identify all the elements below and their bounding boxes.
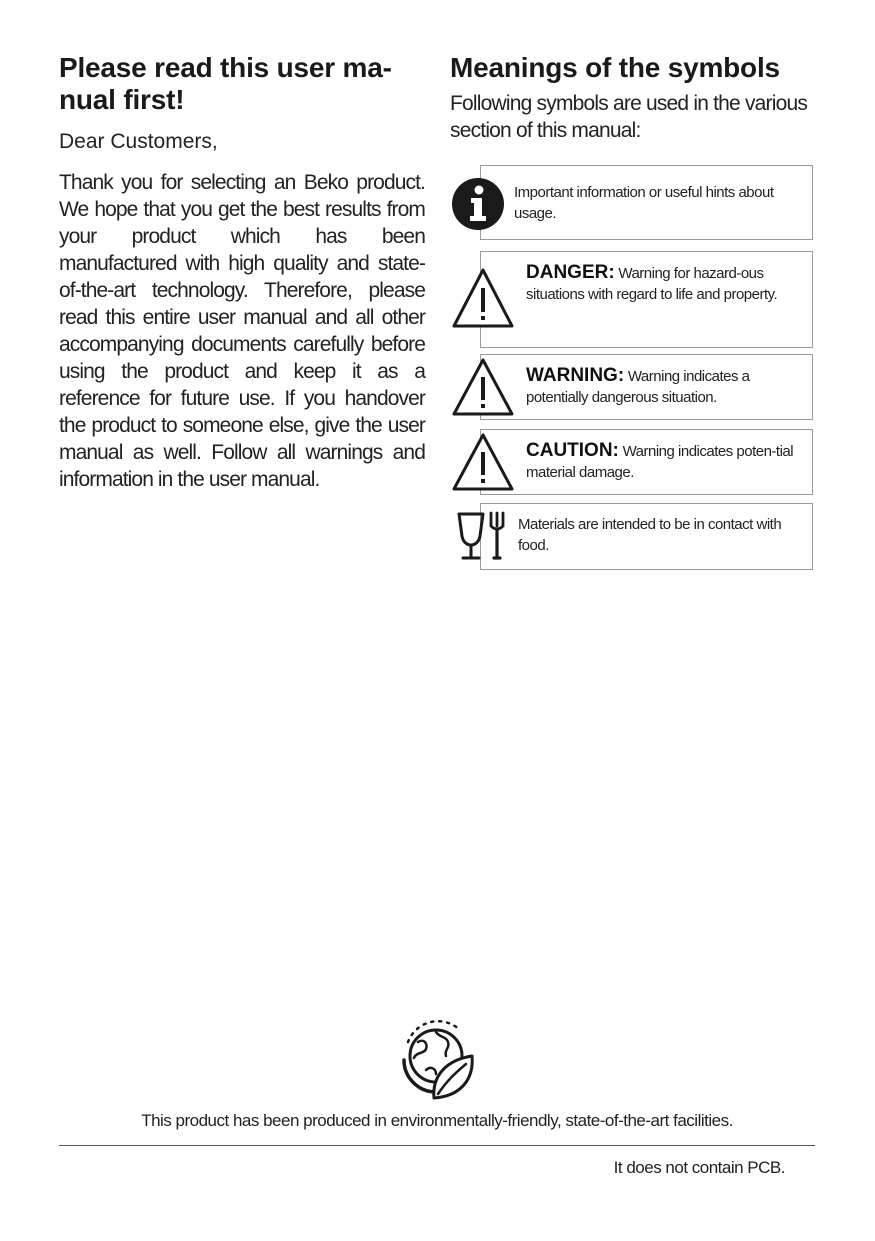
symbol-text-caution (526, 440, 806, 483)
symbols-title: Meanings of the symbols (450, 52, 780, 83)
warning-triangle-icon (451, 357, 515, 422)
footer-divider (59, 1145, 815, 1146)
symbol-text-info: Important information or useful hints about usage. (514, 184, 774, 222)
caution-label: CAUTION: (526, 440, 619, 461)
page-title-line2: nual first! (59, 84, 185, 115)
eco-statement: This product has been produced in environmentally-friendly, state-of-the-art facilities. (141, 1111, 733, 1130)
intro-paragraph: Thank you for selecting an Beko product. We hope that you get the best results from your product which has been manufactured with high quality and state-of-the-art technology. Therefore, please read this entire user manual and all other accompanying documents carefully before using the product and keep it as a reference for future use. If you handover the product to someone else, give the user manual as well. Follow all warnings and information in the user manual. (59, 171, 425, 491)
page-title (59, 52, 425, 116)
symbols-column (450, 52, 816, 144)
caution-description: Warning indicates poten-tial material damage. (526, 443, 794, 481)
warning-triangle-icon (451, 266, 515, 335)
eco-globe-leaf-icon (396, 1016, 478, 1107)
greeting-text: Dear Customers, (59, 130, 218, 153)
warning-description: Warning indicates a potentially dangerous situation. (526, 368, 750, 406)
page-title-line1: Please read this user ma- (59, 52, 392, 83)
food-contact-icon (456, 510, 506, 567)
danger-label: DANGER: (526, 262, 615, 283)
danger-description: Warning for hazard-ous situations with regard to life and property. (526, 265, 778, 303)
warning-label: WARNING: (526, 365, 625, 386)
symbols-intro: Following symbols are used in the various section of this manual: (450, 92, 808, 142)
info-icon (451, 177, 505, 236)
symbol-text-danger (526, 262, 806, 305)
symbol-text-warning (526, 365, 806, 408)
intro-column (59, 52, 425, 493)
symbol-text-food: Materials are intended to be in contact with food. (518, 516, 782, 554)
pcb-statement: It does not contain PCB. (613, 1158, 785, 1177)
warning-triangle-icon (451, 432, 515, 497)
